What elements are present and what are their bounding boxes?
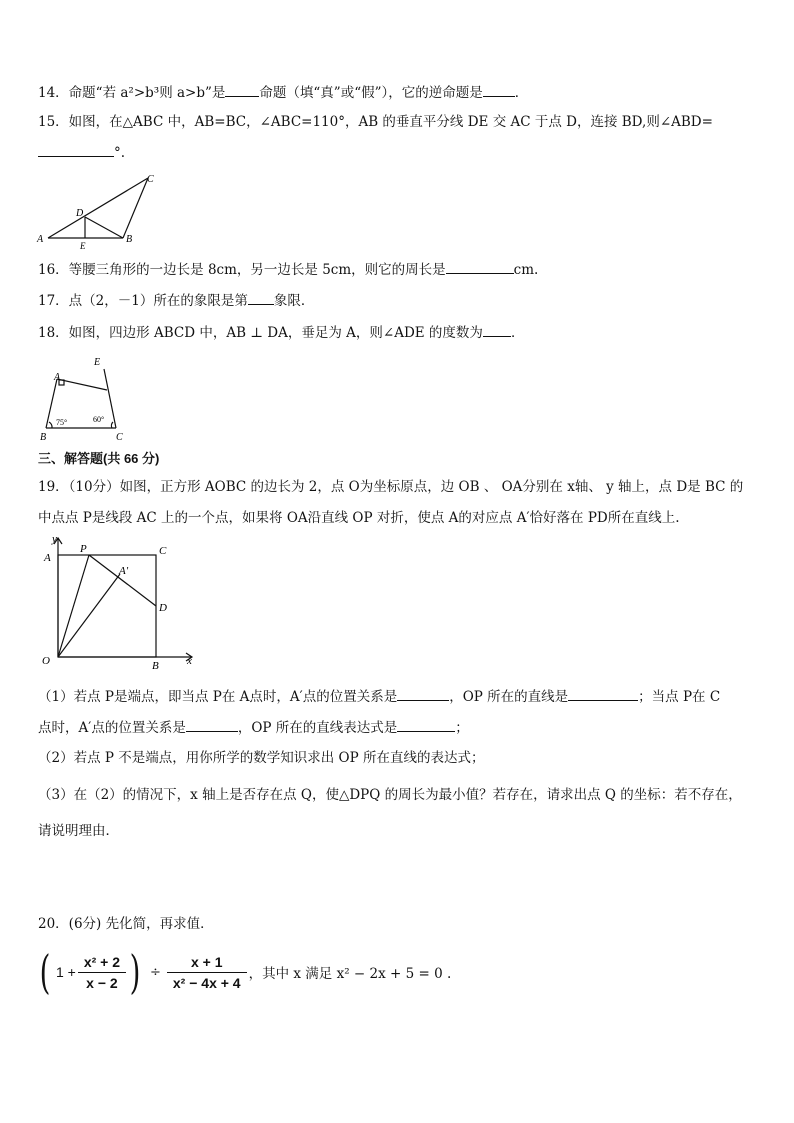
divide-sign: ÷ [149,964,161,980]
figure-18 [36,352,136,444]
fraction-1-denominator: x − 2 [86,974,118,991]
question-19-part-2: （2）若点 P 不是端点，用你所学的数学知识求出 OP 所在直线的表达式； [38,750,485,766]
fig19-label-o: O [42,655,50,667]
fig19-label-x: x [187,655,192,667]
q18-blank [483,322,511,337]
q14-end: ． [514,85,529,101]
fig15-label-a: A [37,234,44,245]
question-20-title: 20．(6分) 先化简，再求值． [38,916,214,932]
fig15-label-d: D [76,208,84,219]
q16-blank [446,259,514,274]
question-20-expression [36,946,451,998]
question-19-part-1-line-2 [38,717,764,738]
fig19-label-d: D [159,602,167,614]
fig18-angle-c: 60° [93,415,105,424]
question-19-line-2: 中点点 P是线段 AC 上的一个点，如果将 OA沿直线 OP 对折，使点 A的对应点 A′恰好落在 PD所在直线上. [38,510,680,526]
fig18-angle-b: 75° [56,418,68,427]
q18-text: 18．如图，四边形 ABCD 中，AB ⊥ DA，垂足为 A，则∠ADE 的度数为 [38,325,483,341]
fraction-1 [78,952,126,993]
q14-mid: 命题（填“真”或“假”），它的逆命题是 [259,85,483,101]
question-19-part-3-cont: 请说明理由． [38,823,119,839]
question-15-answer-line [38,142,764,163]
q19-blank-3 [186,717,238,732]
fraction-1-numerator: x² + 2 [78,952,126,973]
q14-blank-1 [225,82,259,97]
fig15-label-b: B [126,234,133,245]
q19-blank-4 [397,717,455,732]
q19-blank-2 [568,686,638,701]
expr-one: 1 + [55,964,76,980]
expr-tail: ，其中 x 满足 x² − 2x + 5 = 0 . [248,966,452,982]
q19-p1f: ； [455,720,469,736]
q19-p1b: ，OP 所在的直线是 [449,689,569,705]
fig18-label-e: E [94,357,101,368]
question-19-part-1-line-1 [38,686,764,707]
question-15 [38,112,764,132]
fig19-label-y: y [52,533,57,545]
q15-text: 15．如图，在△ABC 中，AB=BC，∠ABC=110°，AB 的垂直平分线 DE 交 AC 于点 D，连接 BD,则∠ABD= [38,114,713,130]
fraction-2-numerator: x + 1 [167,952,247,973]
q14-blank-2 [483,82,515,97]
fig15-label-c: C [147,174,154,185]
q16-end: cm. [513,262,539,278]
figure-15 [30,170,170,250]
question-19-line-1: 19．（10分）如图，正方形 AOBC 的边长为 2，点 O为坐标原点，边 OB 、 OA分别在 x轴、 y 轴上，点 D是 BC 的 [38,479,744,495]
q17-text: 17．点（2，－1）所在的象限是第 [38,293,248,309]
q19-p1a: （1）若点 P是端点，即当点 P在 A点时，A′点的位置关系是 [38,689,398,705]
question-19-part-3: （3）在（2）的情况下，x 轴上是否存在点 Q，使△DPQ 的周长为最小值？若存在，请求出点 Q 的坐标：若不存在， [38,787,742,803]
q17-end: 象限． [273,293,315,309]
fig18-label-c: C [116,432,123,443]
fraction-2 [167,952,247,993]
q15-blank [38,142,114,157]
figure-19 [32,530,202,675]
q19-p1c: ；当点 P在 C [638,689,721,705]
fig19-label-a-prime: A′ [119,565,129,577]
fig18-label-b: B [40,432,47,443]
q19-p1e: ，OP 所在的直线表达式是 [237,720,398,736]
question-18 [38,322,764,343]
fraction-2-denominator: x² − 4x + 4 [172,974,241,991]
fig19-label-b: B [152,660,159,672]
left-paren: ( [39,945,51,999]
q19-p1d: 点时，A′点的位置关系是 [38,720,186,736]
fig19-label-c: C [159,545,167,557]
question-17 [38,290,764,311]
q19-blank-1 [397,686,449,701]
fig18-label-a: A [54,372,61,383]
q17-blank [248,290,274,305]
fig15-label-e: E [80,241,86,250]
q14-text: 14．命题“若 a²>b³则 a>b”是 [38,85,226,101]
fig19-label-a: A [44,552,51,564]
q15-end: °. [114,145,126,161]
q18-end: ． [510,325,525,341]
fig19-label-p: P [80,543,87,555]
q16-text: 16．等腰三角形的一边长是 8cm，另一边长是 5cm，则它的周长是 [38,262,446,278]
section-3-heading: 三、解答题(共 66 分) [38,451,160,466]
question-16 [38,259,764,280]
right-paren: ) [129,945,141,999]
question-14 [38,82,764,103]
